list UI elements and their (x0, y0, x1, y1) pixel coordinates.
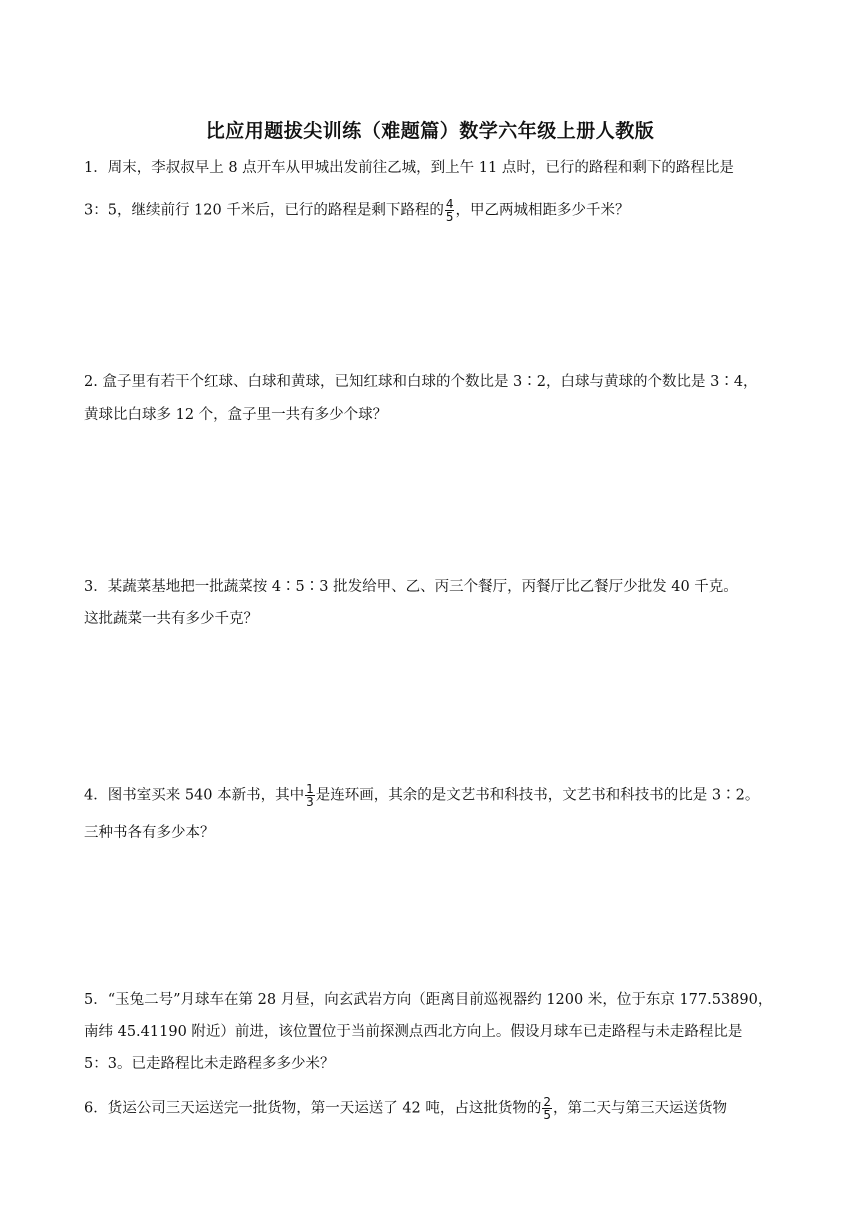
document-title: 比应用题拔尖训练（难题篇）数学六年级上册人教版 (205, 120, 655, 142)
question-4-line-1 (84, 783, 759, 808)
question-5-line-2: 南纬 45.41190 附近）前进，该位置位于当前探测点西北方向上。假设月球车已走路程与未走路程比是 (84, 1024, 743, 1040)
question-1-line-1: 1．周末，李叔叔早上 8 点开车从甲城出发前往乙城，到上午 11 点时，已行的路程和剩下的路程比是 (84, 160, 734, 176)
question-2-line-1: 2. 盒子里有若干个红球、白球和黄球，已知红球和白球的个数比是 3∶2，白球与黄球的个数比是 3∶4， (84, 374, 758, 390)
question-1-text-before: 3：5，继续前行 120 千米后，已行的路程是剩下路程的 (84, 202, 444, 219)
question-1-line-2 (84, 198, 629, 223)
question-3-line-1: 3．某蔬菜基地把一批蔬菜按 4∶5∶3 批发给甲、乙、丙三个餐厅，丙餐厅比乙餐厅少批发 40 千克。 (84, 579, 738, 595)
question-4-text-before: 4．图书室买来 540 本新书，其中 (84, 787, 305, 804)
question-5-line-3: 5：3。已走路程比未走路程多多少米？ (84, 1056, 335, 1072)
question-5-line-1: 5．“玉兔二号”月球车在第 28 月昼，向玄武岩方向（距离目前巡视器约 1200 米，位于东京 177.53890， (84, 992, 773, 1008)
question-6-line-1 (84, 1096, 727, 1121)
fraction-numerator: 4 (445, 197, 454, 211)
question-4-text-after: 是连环画，其余的是文艺书和科技书，文艺书和科技书的比是 3∶2。 (315, 787, 760, 804)
fraction-denominator: 5 (445, 210, 454, 224)
fraction-4-5 (445, 198, 455, 223)
fraction-denominator: 5 (543, 1108, 552, 1122)
question-6-text-before: 6．货运公司三天运送完一批货物，第一天运送了 42 吨，占这批货物的 (84, 1100, 542, 1117)
question-6-text-after: ，第二天与第三天运送货物 (553, 1100, 728, 1117)
fraction-2-5 (542, 1096, 552, 1121)
fraction-denominator: 3 (306, 795, 314, 809)
fraction-numerator: 1 (306, 782, 314, 796)
question-2-line-2: 黄球比白球多 12 个，盒子里一共有多少个球？ (84, 407, 388, 423)
question-4-line-2: 三种书各有多少本？ (84, 825, 215, 841)
fraction-numerator: 2 (543, 1095, 552, 1109)
fraction-1-3 (305, 783, 315, 808)
question-3-line-2: 这批蔬菜一共有多少千克？ (84, 611, 258, 627)
question-1-text-after: ，甲乙两城相距多少千米？ (455, 202, 630, 219)
